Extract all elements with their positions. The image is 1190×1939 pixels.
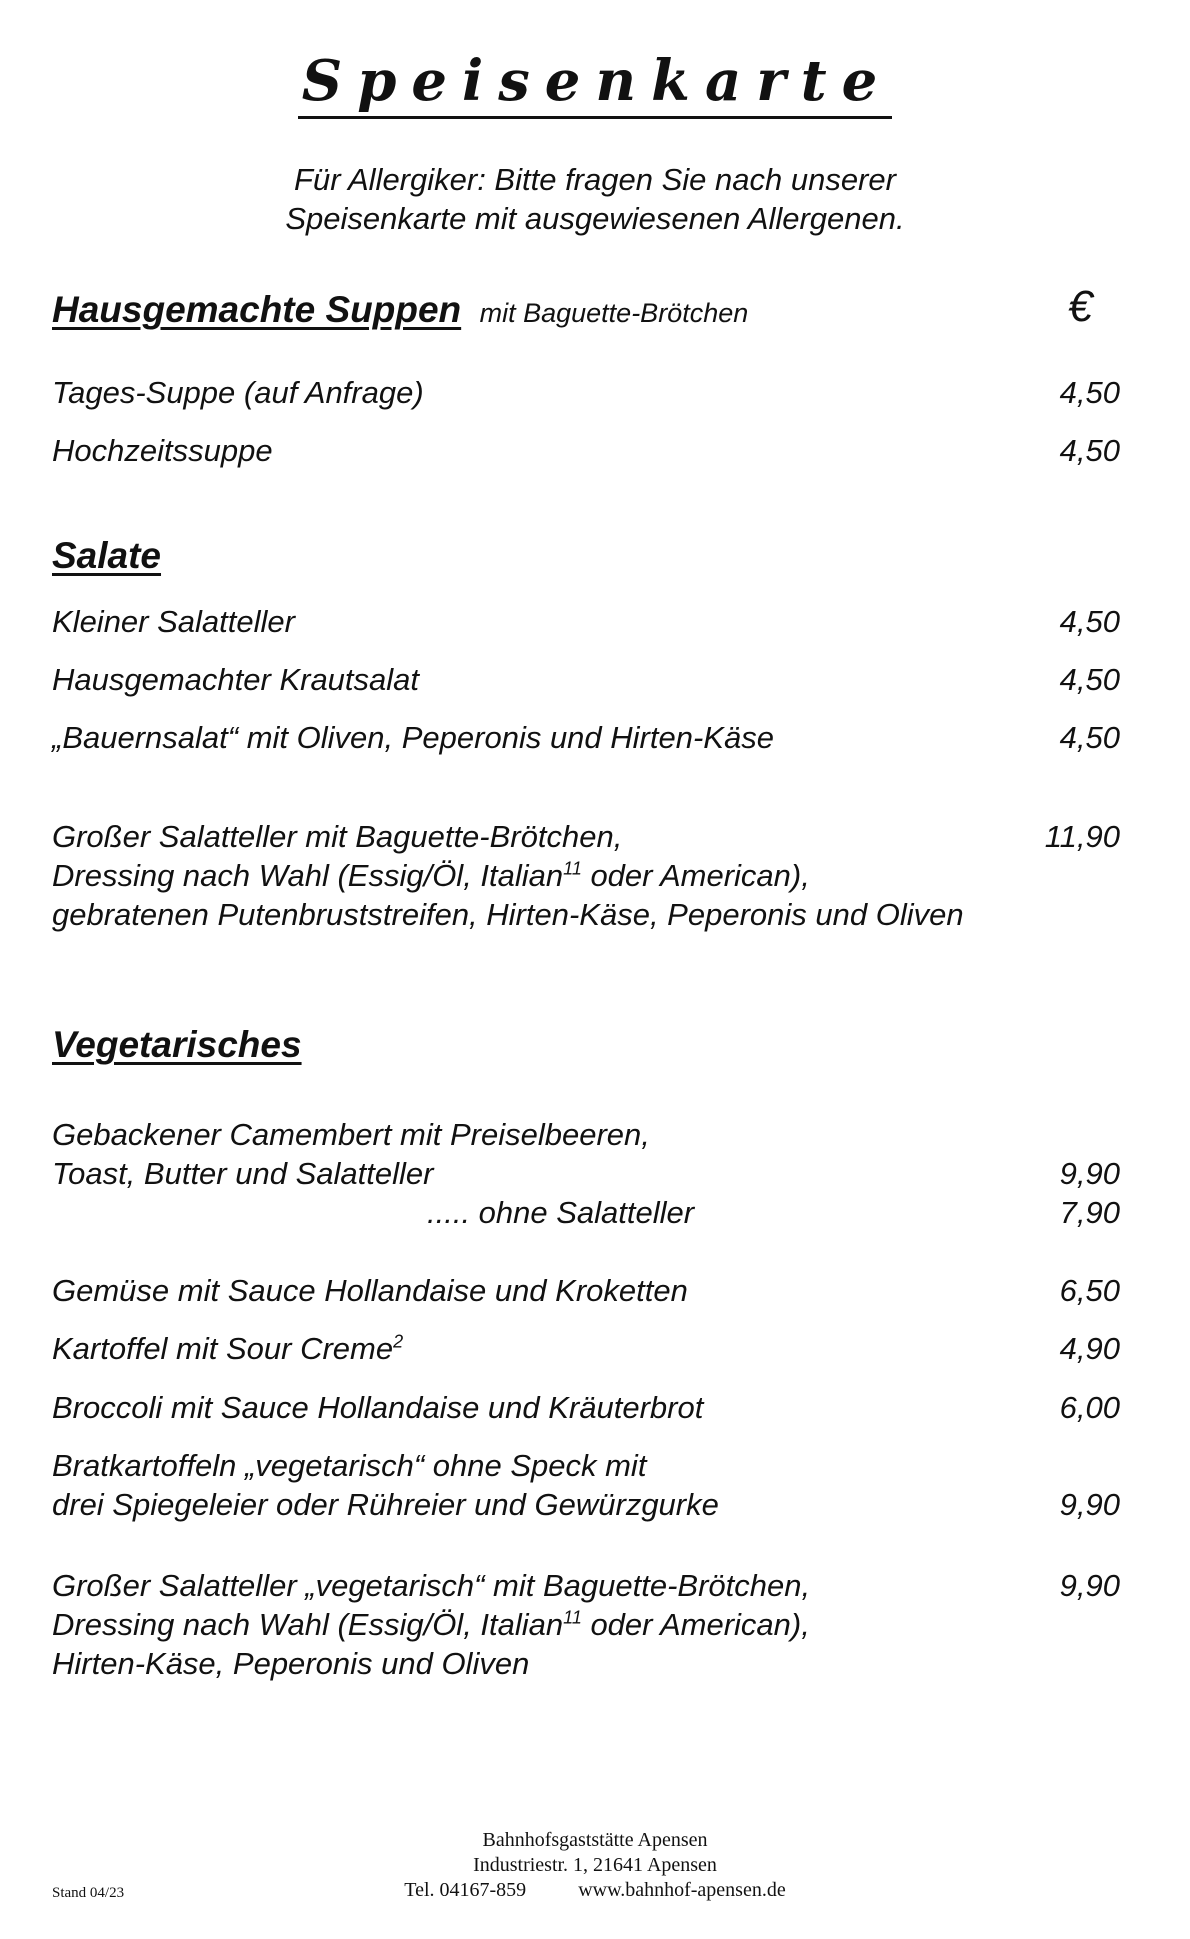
menu-item-name: Broccoli mit Sauce Hollandaise und Kräuterbrot (52, 1390, 704, 1425)
menu-item-price: 6,00 (1059, 1390, 1120, 1425)
menu-item-price: 4,50 (1059, 662, 1120, 697)
menu-item-price: 6,50 (1059, 1273, 1120, 1308)
bratkartoffeln-item (52, 1446, 719, 1524)
big-salad-item (52, 817, 964, 934)
menu-item-price: 9,90 (1059, 1568, 1120, 1603)
page-title: Speisenkarte (0, 48, 1190, 114)
menu-item-name: Gemüse mit Sauce Hollandaise und Kroketten (52, 1273, 688, 1308)
menu-item-name: „Bauernsalat“ mit Oliven, Peperonis und Hirten-Käse (52, 720, 774, 755)
menu-item-line: Großer Salatteller mit Baguette-Brötchen, (52, 819, 623, 854)
menu-item-price: 9,90 (1059, 1487, 1120, 1522)
menu-item-line: Toast, Butter und Salatteller (52, 1156, 434, 1191)
menu-item-line: Dressing nach Wahl (Essig/Öl, Italian$^{11}$ oder American), (52, 858, 810, 893)
footer-name: Bahnhofsgaststätte Apensen (482, 1829, 708, 1851)
allergen-superscript: 11 (563, 1607, 582, 1628)
footer-website[interactable]: www.bahnhof-apensen.de (578, 1879, 786, 1901)
menu-item-line: gebratenen Putenbruststreifen, Hirten-Käse, Peperonis und Oliven (52, 897, 964, 932)
menu-item-name: Hochzeitssuppe (52, 433, 273, 468)
stand-date: Stand 04/23 (52, 1885, 125, 1901)
menu-item-name: Hausgemachter Krautsalat (52, 662, 420, 697)
footer (0, 1828, 1190, 1903)
camembert-item (52, 1115, 650, 1193)
menu-item-line: Dressing nach Wahl (Essig/Öl, Italian$^{11}$ oder American), (52, 1607, 810, 1642)
vegetarian-heading: Vegetarisches (52, 1024, 302, 1065)
salads-heading: Salate (52, 535, 162, 576)
menu-item-name: Tages-Suppe (auf Anfrage) (52, 375, 424, 410)
menu-item-price: 4,50 (1059, 433, 1120, 468)
allergy-note (0, 160, 1190, 238)
allergy-note-line: Für Allergiker: Bitte fragen Sie nach unserer (294, 162, 896, 197)
menu-item-line: Bratkartoffeln „vegetarisch“ ohne Speck mit (52, 1448, 647, 1483)
menu-item-variant: ..... ohne Salatteller (427, 1195, 695, 1230)
footer-phone: Tel. 04167-859 (404, 1879, 527, 1901)
allergen-superscript: 2 (393, 1331, 404, 1352)
big-veg-salad-item (52, 1566, 810, 1683)
footer-contact (0, 1878, 1190, 1903)
menu-item-price: 4,50 (1059, 375, 1120, 410)
menu-item-price: 9,90 (1059, 1156, 1120, 1191)
currency-euro-symbol: € (1068, 282, 1093, 331)
menu-item-name: Kartoffel mit Sour Creme$^2$ (52, 1331, 404, 1366)
footer-address: Industriestr. 1, 21641 Apensen (473, 1854, 717, 1876)
allergen-superscript: 11 (563, 858, 582, 879)
menu-item-line: Großer Salatteller „vegetarisch“ mit Baguette-Brötchen, (52, 1568, 811, 1603)
soups-subtitle: mit Baguette-Brötchen (479, 298, 749, 328)
menu-item-price: 11,90 (1044, 819, 1120, 854)
menu-item-line: Hirten-Käse, Peperonis und Oliven (52, 1646, 530, 1681)
soups-section-header (52, 289, 748, 331)
menu-item-line: Gebackener Camembert mit Preiselbeeren, (52, 1117, 650, 1152)
menu-item-line: drei Spiegeleier oder Rühreier und Gewürzgurke (52, 1487, 719, 1522)
allergy-note-line: Speisenkarte mit ausgewiesenen Allergenen. (285, 201, 905, 236)
menu-item-price: 7,90 (1059, 1195, 1120, 1230)
menu-item-name: Kleiner Salatteller (52, 604, 295, 639)
menu-item-price: 4,50 (1059, 720, 1120, 755)
soups-heading: Hausgemachte Suppen (52, 289, 462, 330)
menu-item-price: 4,50 (1059, 604, 1120, 639)
menu-item-price: 4,90 (1059, 1331, 1120, 1366)
